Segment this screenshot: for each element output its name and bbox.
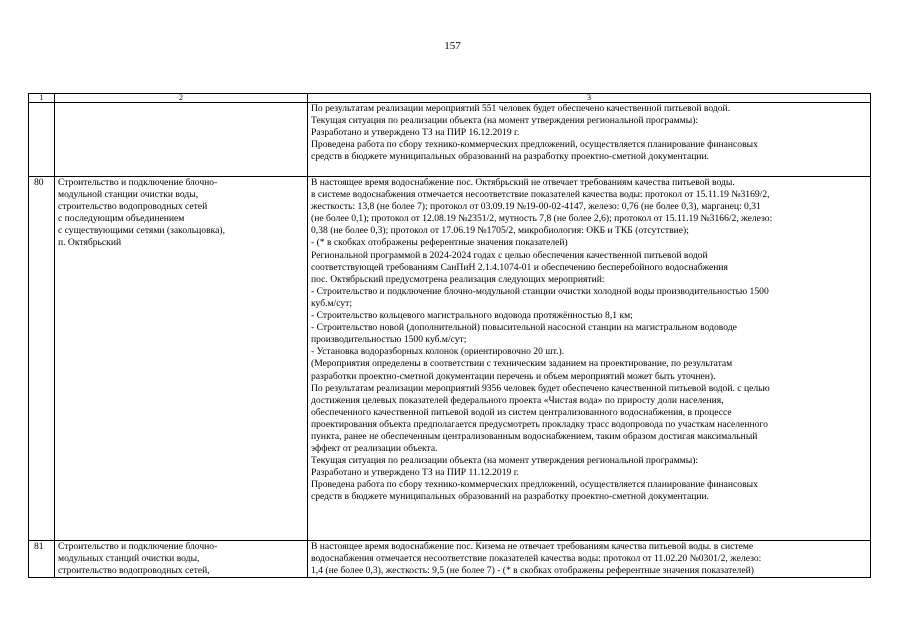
text-line: п. Октябрьский — [58, 237, 122, 249]
text-line: проектирования объекта предполагается предусмотреть прокладку трасс водопровода по участкам населенного — [311, 418, 768, 430]
text-line: разработки проектно-сметной документации перечень и объем мероприятий может быть уточнен). — [311, 370, 716, 382]
text-line: пос. Октябрьский предусмотрена реализация следующих мероприятий: — [311, 273, 605, 285]
description-cell — [308, 177, 871, 541]
text-line: Региональной программой в 2024-2024 годах с целью обеспечения качественной питьевой водой — [311, 249, 708, 261]
text-line: (Мероприятия определены в соответствии с техническим заданием на проектирование, по результатам — [311, 358, 733, 370]
text-line: По результатам реализации мероприятий 9356 человек будет обеспечено качественной питьевой водой. с целью — [311, 382, 770, 394]
table-row — [29, 541, 871, 578]
text-line: Строительство и подключение блочно- — [58, 541, 218, 552]
text-line: Разработано и утверждено ТЗ на ПИР 11.12.2019 г. — [311, 467, 519, 479]
table-row-continuation — [29, 103, 871, 177]
text-line: жесткость: 13,8 (не более 7); протокол от 03.09.19 №19-00-02-4147, железо: 0,76 (не более 0,3), марганец: 0,31 — [311, 201, 761, 213]
program-table — [28, 93, 871, 578]
description-cell — [308, 541, 871, 578]
text-line: Текущая ситуация по реализации объекта (на момент утверждения региональной программы): — [311, 455, 699, 467]
text-line: - (* в скобках отображены референтные значения показателей) — [311, 237, 568, 249]
row-number-cell: 80 — [29, 177, 55, 541]
text-line: Проведена работа по сбору технико-коммерческих предложений, осуществляется планирование финансовых — [311, 479, 758, 491]
text-line: - Строительство новой (дополнительной) повысительной насосной станции на магистральном водоводе — [311, 322, 737, 334]
object-cell — [55, 541, 308, 578]
text-line: В настоящее время водоснабжение пос. Кизема не отвечает требованиям качества питьевой воды. в системе — [311, 541, 754, 552]
row-number-cell: 81 — [29, 541, 55, 578]
text-line: модульных станций очистки воды, — [58, 553, 200, 565]
object-cell — [55, 103, 308, 177]
text-line: (не более 0,1); протокол от 12.08.19 №2351/2, мутность 7,8 (не более 2,6); протокол от 15.11.19 №3166/2, железо: — [311, 213, 773, 225]
text-line: Проведена работа по сбору технико-коммерческих предложений, осуществляется планирование финансовых — [311, 139, 758, 151]
table-row — [29, 177, 871, 541]
text-line: соответствующей требованиям СанПиН 2.1.4.1074-01 и обеспечению бесперебойного водоснабжения — [311, 261, 728, 273]
text-line: 1,4 (не более 0,3), жесткость: 9,5 (не более 7) - (* в скобках отображены референтные значения показателей) — [311, 565, 754, 577]
text-line: строительство водопроводных сетей — [58, 201, 208, 213]
text-line: - Строительство кольцевого магистрального водовода протяжённостью 8,1 км; — [311, 310, 633, 322]
text-line: модульной станции очистки воды, — [58, 189, 199, 201]
header-col-3: 3 — [308, 94, 871, 103]
text-line: По результатам реализации мероприятий 551 человек будет обеспечено качественной питьевой водой. — [311, 103, 731, 114]
text-line: средств в бюджете муниципальных образований на разработку проектно-сметной документации. — [311, 491, 710, 503]
page-number: 157 — [444, 40, 461, 52]
text-line: производительностью 1500 куб.м/сут; — [311, 334, 467, 346]
text-line: эффект от реализации объекта. — [311, 443, 438, 455]
table-header-row — [29, 94, 871, 103]
object-cell — [55, 177, 308, 541]
text-line: с существующими сетями (закольцовка), — [58, 225, 226, 237]
text-line: средств в бюджете муниципальных образований на разработку проектно-сметной документации. — [311, 151, 710, 163]
text-line: В настоящее время водоснабжение пос. Октябрьский не отвечает требованиям качества питьевой воды. — [311, 177, 735, 188]
text-line: пункта, ранее не обеспеченным централизованным водоснабжением, таким образом достигая максимальный — [311, 430, 758, 442]
text-line: водоснабжения отмечается несоответствие показателей качества воды: протокол от 11.02.20 №0301/2, железо: — [311, 553, 762, 565]
text-line: - Установка водоразборных колонок (ориентировочно 20 шт.). — [311, 346, 565, 358]
text-line: в системе водоснабжения отмечается несоответствие показателей качества воды: протокол от 15.11.19 №3169/2, — [311, 189, 770, 201]
text-line: - Строительство и подключение блочно-модульной станции очистки холодной воды производительностью 1500 — [311, 285, 769, 297]
text-line: Текущая ситуация по реализации объекта (на момент утверждения региональной программы): — [311, 115, 699, 127]
text-line: куб.м/сут; — [311, 297, 352, 309]
header-col-1: 1 — [29, 94, 55, 103]
header-col-2: 2 — [55, 94, 308, 103]
text-line: 0,38 (не более 0,3); протокол от 17.06.19 №1705/2, микробиология: ОКБ и ТКБ (отсутствие); — [311, 225, 689, 237]
row-number-cell — [29, 103, 55, 177]
description-cell — [308, 103, 871, 177]
text-line: Разработано и утверждено ТЗ на ПИР 16.12.2019 г. — [311, 127, 520, 139]
text-line: обеспеченного качественной питьевой водой из систем централизованного водоснабжения, в процессе — [311, 406, 732, 418]
text-line: Строительство и подключение блочно- — [58, 177, 218, 188]
text-line: с последующим объединением — [58, 213, 185, 225]
text-line: достижения целевых показателей федерального проекта «Чистая вода» по приросту доли населения, — [311, 394, 724, 406]
text-line: строительство водопроводных сетей, — [58, 565, 210, 577]
